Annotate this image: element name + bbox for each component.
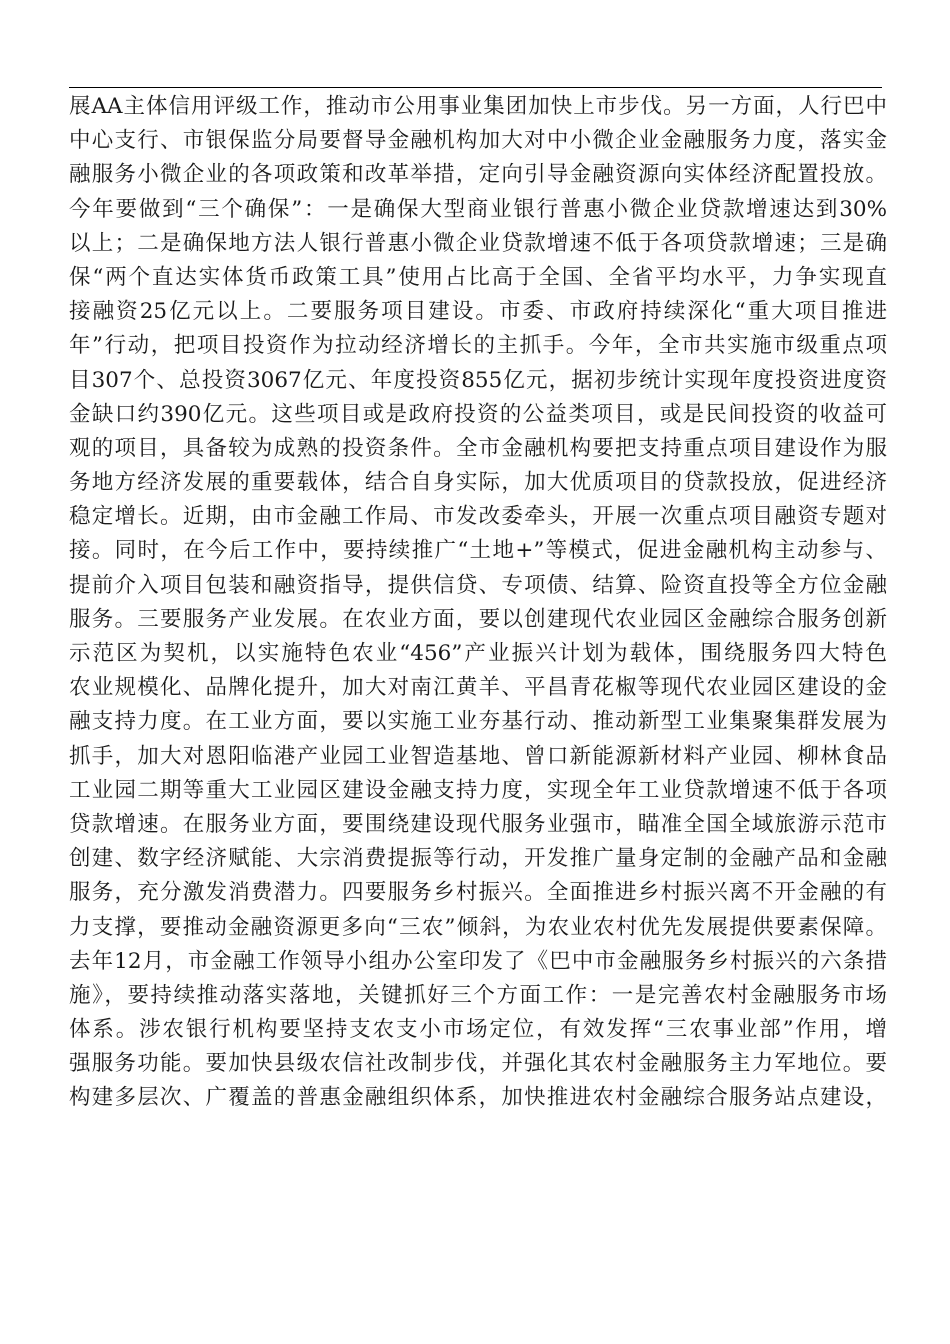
text-line: 体系。涉农银行机构要坚持支农支小市场定位，有效发挥“三农事业部”作用，增	[69, 1017, 887, 1043]
text-line: 接融资25亿元以上。二要服务项目建设。市委、市政府持续深化“重大项目推进	[69, 299, 887, 325]
text-line: 务地方经济发展的重要载体，结合自身实际，加大优质项目的贷款投放，促进经济	[69, 470, 887, 496]
text-line: 观的项目，具备较为成熟的投资条件。全市金融机构要把支持重点项目建设作为服	[69, 435, 887, 461]
text-line: 目307个、总投资3067亿元、年度投资855亿元，据初步统计实现年度投资进度资	[69, 367, 887, 393]
text-line: 力支撑，要推动金融资源更多向“三农”倾斜，为农业农村优先发展提供要素保障。	[69, 914, 887, 940]
text-line: 示范区为契机，以实施特色农业“456”产业振兴计划为载体，围绕服务四大特色	[69, 641, 887, 666]
text-line: 服务，充分激发消费潜力。四要服务乡村振兴。全面推进乡村振兴离不开金融的有	[69, 880, 887, 906]
text-line: 贷款增速。在服务业方面，要围绕建设现代服务业强市，瞄准全国全域旅游示范市	[69, 811, 887, 837]
header-rule	[69, 87, 882, 88]
text-line: 创建、数字经济赋能、大宗消费提振等行动，开发推广量身定制的金融产品和金融	[69, 846, 887, 872]
text-line: 去年12月，市金融工作领导小组办公室印发了《巴中市金融服务乡村振兴的六条措	[69, 948, 887, 974]
body-paragraph	[69, 90, 887, 1116]
text-line: 中心支行、市银保监分局要督导金融机构加大对中小微企业金融服务力度，落实金	[69, 128, 887, 154]
text-line: 融服务小微企业的各项政策和改革举措，定向引导金融资源向实体经济配置投放。	[69, 162, 887, 188]
text-line: 构建多层次、广覆盖的普惠金融组织体系，加快推进农村金融综合服务站点建设，	[69, 1085, 887, 1111]
text-line: 以上；二是确保地方法人银行普惠小微企业贷款增速不低于各项贷款增速；三是确	[69, 230, 887, 256]
text-line: 年”行动，把项目投资作为拉动经济增长的主抓手。今年，全市共实施市级重点项	[69, 333, 887, 359]
text-line: 施》，要持续推动落实落地，关键抓好三个方面工作：一是完善农村金融服务市场	[69, 982, 887, 1008]
text-line: 强服务功能。要加快县级农信社改制步伐，并强化其农村金融服务主力军地位。要	[69, 1051, 887, 1077]
text-line: 工业园二期等重大工业园区建设金融支持力度，实现全年工业贷款增速不低于各项	[69, 777, 887, 803]
text-line: 提前介入项目包装和融资指导，提供信贷、专项债、结算、险资直投等全方位金融	[69, 572, 887, 598]
text-line: 服务。三要服务产业发展。在农业方面，要以创建现代农业园区金融综合服务创新	[69, 606, 887, 632]
text-line: 接。同时，在今后工作中，要持续推广“土地+”等模式，促进金融机构主动参与、	[69, 538, 887, 564]
text-line: 今年要做到“三个确保”：一是确保大型商业银行普惠小微企业贷款增速达到30%	[69, 196, 887, 222]
text-line: 展AA主体信用评级工作，推动市公用事业集团加快上市步伐。另一方面，人行巴中	[69, 94, 887, 119]
text-line: 稳定增长。近期，由市金融工作局、市发改委牵头，开展一次重点项目融资专题对	[69, 504, 887, 530]
text-line: 农业规模化、品牌化提升，加大对南江黄羊、平昌青花椒等现代农业园区建设的金	[69, 675, 887, 701]
text-line: 保“两个直达实体货币政策工具”使用占比高于全国、全省平均水平，力争实现直	[69, 264, 887, 290]
text-line: 金缺口约390亿元。这些项目或是政府投资的公益类项目，或是民间投资的收益可	[69, 401, 887, 427]
text-line: 融支持力度。在工业方面，要以实施工业夯基行动、推动新型工业集聚集群发展为	[69, 709, 887, 735]
text-line: 抓手，加大对恩阳临港产业园工业智造基地、曾口新能源新材料产业园、柳林食品	[69, 743, 887, 769]
